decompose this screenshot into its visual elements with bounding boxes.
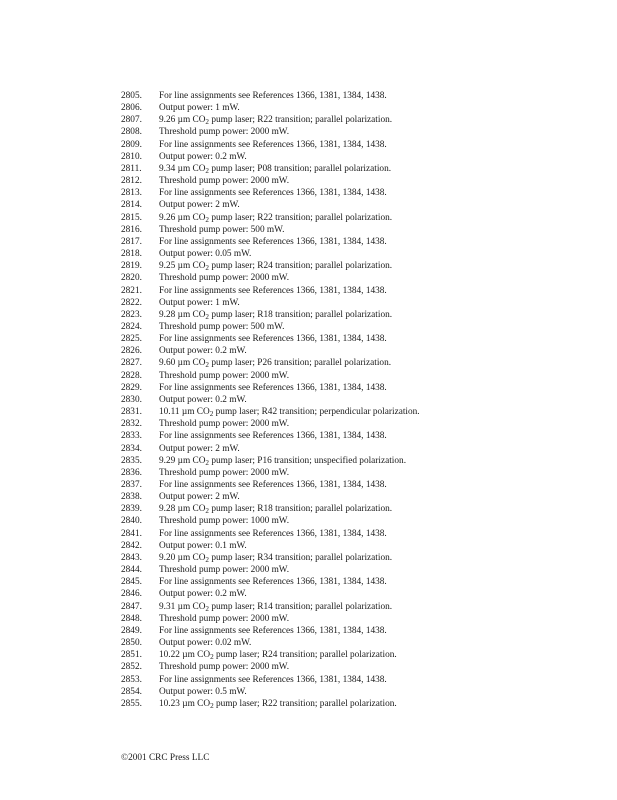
note-number: 2830. <box>121 394 142 405</box>
note-row <box>121 649 601 661</box>
note-number: 2839. <box>121 504 142 515</box>
note-text-tail: pump laser; P16 transition; unspecified polarization. <box>209 455 407 466</box>
note-text-lead: 9.26 µm CO <box>159 115 206 126</box>
subscript: 2 <box>210 701 214 710</box>
note-row <box>121 686 601 698</box>
subscript: 2 <box>205 166 210 175</box>
note-text: Output power: 2 mW. <box>159 492 240 503</box>
subscript: 2 <box>205 507 210 516</box>
note-row <box>121 394 601 406</box>
note-text: Threshold pump power: 2000 mW. <box>159 176 290 187</box>
note-row <box>121 698 601 710</box>
note-number: 2854. <box>121 686 142 697</box>
note-text <box>159 649 601 661</box>
note-row <box>121 443 601 455</box>
note-number: 2840. <box>121 516 142 527</box>
note-number: 2851. <box>121 650 142 661</box>
note-row <box>121 552 601 564</box>
note-number: 2813. <box>121 188 142 199</box>
note-text-lead: 10.23 µm CO <box>159 698 211 709</box>
note-number: 2836. <box>121 467 142 478</box>
note-number: 2807. <box>121 115 142 126</box>
note-text-lead: 9.31 µm CO <box>159 601 206 612</box>
note-text-lead: 9.60 µm CO <box>159 358 206 369</box>
note-row <box>121 625 601 637</box>
note-text-lead: 9.28 µm CO <box>159 504 206 515</box>
subscript: 2 <box>205 361 210 370</box>
note-text: Output power: 0.5 mW. <box>159 686 247 697</box>
note-text-lead: 9.29 µm CO <box>159 455 206 466</box>
note-text: Output power: 0.2 mW. <box>159 394 247 405</box>
note-number: 2834. <box>121 443 142 454</box>
note-text: Threshold pump power: 2000 mW. <box>159 127 290 138</box>
note-number: 2805. <box>121 91 142 101</box>
note-row <box>121 370 601 382</box>
note-number: 2843. <box>121 552 142 563</box>
note-row <box>121 163 601 175</box>
note-number: 2812. <box>121 176 142 187</box>
note-text-tail: pump laser; R18 transition; parallel polarization. <box>209 504 393 515</box>
subscript: 2 <box>205 604 210 613</box>
note-number: 2845. <box>121 577 142 588</box>
note-row <box>121 503 601 515</box>
note-row <box>121 406 601 418</box>
note-row <box>121 479 601 491</box>
subscript: 2 <box>205 555 210 564</box>
note-text: For line assignments see References 1366, 1381, 1384, 1438. <box>159 431 387 442</box>
note-number: 2808. <box>121 127 142 138</box>
note-row <box>121 540 601 552</box>
note-text <box>159 698 601 710</box>
note-text <box>159 212 601 224</box>
note-row <box>121 187 601 199</box>
note-text: For line assignments see References 1366, 1381, 1384, 1438. <box>159 625 387 636</box>
note-row <box>121 272 601 284</box>
note-text <box>159 552 601 564</box>
note-number: 2829. <box>121 382 142 393</box>
note-text-lead: 9.26 µm CO <box>159 212 206 223</box>
subscript: 2 <box>205 215 210 224</box>
note-text: For line assignments see References 1366, 1381, 1384, 1438. <box>159 236 387 247</box>
note-text-tail: pump laser; R24 transition; parallel polarization. <box>209 261 393 272</box>
notes-list <box>121 90 601 710</box>
note-row <box>121 455 601 467</box>
note-number: 2838. <box>121 492 142 503</box>
note-number: 2821. <box>121 285 142 296</box>
note-number: 2827. <box>121 358 142 369</box>
note-text-lead: 9.34 µm CO <box>159 163 206 174</box>
note-text: For line assignments see References 1366, 1381, 1384, 1438. <box>159 480 387 490</box>
note-text-tail: pump laser; P08 transition; parallel polarization. <box>209 163 392 174</box>
note-text-lead: 9.28 µm CO <box>159 309 206 320</box>
note-row <box>121 236 601 248</box>
note-row <box>121 613 601 625</box>
note-number: 2842. <box>121 540 142 551</box>
note-text <box>159 357 601 369</box>
note-number: 2817. <box>121 236 142 247</box>
note-row <box>121 576 601 588</box>
note-number: 2831. <box>121 407 142 418</box>
note-row <box>121 309 601 321</box>
note-text: For line assignments see References 1366, 1381, 1384, 1438. <box>159 528 387 539</box>
note-row <box>121 528 601 540</box>
note-row <box>121 601 601 613</box>
note-text: Output power: 2 mW. <box>159 443 240 454</box>
note-number: 2815. <box>121 212 142 223</box>
note-text-tail: pump laser; R34 transition; parallel polarization. <box>209 552 393 563</box>
note-text: Output power: 0.05 mW. <box>159 249 252 260</box>
note-row <box>121 418 601 430</box>
note-text <box>159 601 601 613</box>
note-row <box>121 212 601 224</box>
note-text <box>159 309 601 321</box>
note-text-tail: pump laser; R18 transition; parallel polarization. <box>209 309 393 320</box>
note-row <box>121 90 601 102</box>
note-text: For line assignments see References 1366, 1381, 1384, 1438. <box>159 188 387 199</box>
note-row <box>121 224 601 236</box>
note-row <box>121 430 601 442</box>
note-text: Threshold pump power: 2000 mW. <box>159 662 290 673</box>
note-text: Threshold pump power: 2000 mW. <box>159 613 290 624</box>
note-text: For line assignments see References 1366, 1381, 1384, 1438. <box>159 139 387 150</box>
note-text-lead: 10.22 µm CO <box>159 650 211 661</box>
note-text: Output power: 0.1 mW. <box>159 540 247 551</box>
note-number: 2828. <box>121 370 142 381</box>
note-number: 2844. <box>121 565 142 576</box>
note-text: For line assignments see References 1366, 1381, 1384, 1438. <box>159 91 387 101</box>
note-row <box>121 175 601 187</box>
note-text <box>159 260 601 272</box>
note-number: 2824. <box>121 321 142 332</box>
note-text: Output power: 1 mW. <box>159 297 240 308</box>
note-text: Threshold pump power: 2000 mW. <box>159 467 290 478</box>
note-row <box>121 382 601 394</box>
note-row <box>121 661 601 673</box>
note-row <box>121 260 601 272</box>
note-text-tail: pump laser; R22 transition; parallel polarization. <box>209 212 393 223</box>
note-number: 2818. <box>121 249 142 260</box>
note-number: 2820. <box>121 273 142 284</box>
note-text: For line assignments see References 1366, 1381, 1384, 1438. <box>159 577 387 588</box>
note-text: Output power: 0.2 mW. <box>159 151 247 162</box>
note-text: For line assignments see References 1366, 1381, 1384, 1438. <box>159 382 387 393</box>
note-number: 2848. <box>121 613 142 624</box>
note-row <box>121 199 601 211</box>
note-number: 2810. <box>121 151 142 162</box>
note-number: 2852. <box>121 662 142 673</box>
note-number: 2811. <box>121 163 142 174</box>
note-text: Threshold pump power: 2000 mW. <box>159 419 290 430</box>
subscript: 2 <box>205 118 210 127</box>
note-number: 2833. <box>121 431 142 442</box>
note-text: Output power: 0.2 mW. <box>159 346 247 357</box>
note-row <box>121 114 601 126</box>
note-number: 2822. <box>121 297 142 308</box>
note-text: Output power: 0.2 mW. <box>159 589 247 600</box>
note-number: 2849. <box>121 625 142 636</box>
note-number: 2823. <box>121 309 142 320</box>
note-text: For line assignments see References 1366, 1381, 1384, 1438. <box>159 674 387 685</box>
note-text <box>159 503 601 515</box>
note-text-tail: pump laser; R42 transition; perpendicular polarization. <box>213 407 420 418</box>
note-row <box>121 151 601 163</box>
note-text-tail: pump laser; R22 transition; parallel polarization. <box>213 698 397 709</box>
note-row <box>121 674 601 686</box>
note-row <box>121 102 601 114</box>
note-text <box>159 406 601 418</box>
note-text: Threshold pump power: 2000 mW. <box>159 273 290 284</box>
note-text: Threshold pump power: 2000 mW. <box>159 370 290 381</box>
note-text: Threshold pump power: 500 mW. <box>159 321 285 332</box>
note-text-tail: pump laser; R24 transition; parallel polarization. <box>213 650 397 661</box>
note-text: Output power: 0.02 mW. <box>159 638 252 649</box>
note-row <box>121 248 601 260</box>
note-row <box>121 297 601 309</box>
note-row <box>121 321 601 333</box>
note-row <box>121 126 601 138</box>
note-text-lead: 9.25 µm CO <box>159 261 206 272</box>
note-row <box>121 588 601 600</box>
note-text-tail: pump laser; R14 transition; parallel polarization. <box>209 601 393 612</box>
note-text: Threshold pump power: 2000 mW. <box>159 565 290 576</box>
note-text-tail: pump laser; R22 transition; parallel polarization. <box>209 115 393 126</box>
copyright-footer: ©2001 CRC Press LLC <box>121 753 210 763</box>
subscript: 2 <box>210 653 214 662</box>
note-number: 2832. <box>121 419 142 430</box>
note-number: 2846. <box>121 589 142 600</box>
note-text <box>159 455 601 467</box>
subscript: 2 <box>209 410 214 419</box>
note-number: 2816. <box>121 224 142 235</box>
note-row <box>121 637 601 649</box>
note-row <box>121 357 601 369</box>
note-number: 2837. <box>121 480 142 490</box>
note-row <box>121 467 601 479</box>
note-row <box>121 333 601 345</box>
note-number: 2825. <box>121 334 142 345</box>
note-number: 2847. <box>121 601 142 612</box>
note-text: Output power: 2 mW. <box>159 200 240 211</box>
note-number: 2806. <box>121 103 142 114</box>
note-row <box>121 515 601 527</box>
note-text: For line assignments see References 1366, 1381, 1384, 1438. <box>159 285 387 296</box>
note-row <box>121 285 601 297</box>
note-number: 2855. <box>121 698 142 709</box>
note-number: 2814. <box>121 200 142 211</box>
note-text-lead: 9.20 µm CO <box>159 552 206 563</box>
note-number: 2853. <box>121 674 142 685</box>
note-number: 2809. <box>121 139 142 150</box>
note-number: 2841. <box>121 528 142 539</box>
subscript: 2 <box>205 312 210 321</box>
note-row <box>121 345 601 357</box>
subscript: 2 <box>205 264 210 273</box>
note-text <box>159 114 601 126</box>
note-text-lead: 10.11 µm CO <box>159 407 210 418</box>
note-text-tail: pump laser; P26 transition; parallel polarization. <box>209 358 392 369</box>
note-row <box>121 491 601 503</box>
note-text: Threshold pump power: 1000 mW. <box>159 516 290 527</box>
note-number: 2819. <box>121 261 142 272</box>
subscript: 2 <box>205 458 210 467</box>
note-number: 2850. <box>121 638 142 649</box>
note-text: Output power: 1 mW. <box>159 103 240 114</box>
note-text <box>159 163 601 175</box>
note-number: 2835. <box>121 455 142 466</box>
note-row <box>121 139 601 151</box>
note-row <box>121 564 601 576</box>
note-text: Threshold pump power: 500 mW. <box>159 224 285 235</box>
note-number: 2826. <box>121 346 142 357</box>
note-text: For line assignments see References 1366, 1381, 1384, 1438. <box>159 334 387 345</box>
